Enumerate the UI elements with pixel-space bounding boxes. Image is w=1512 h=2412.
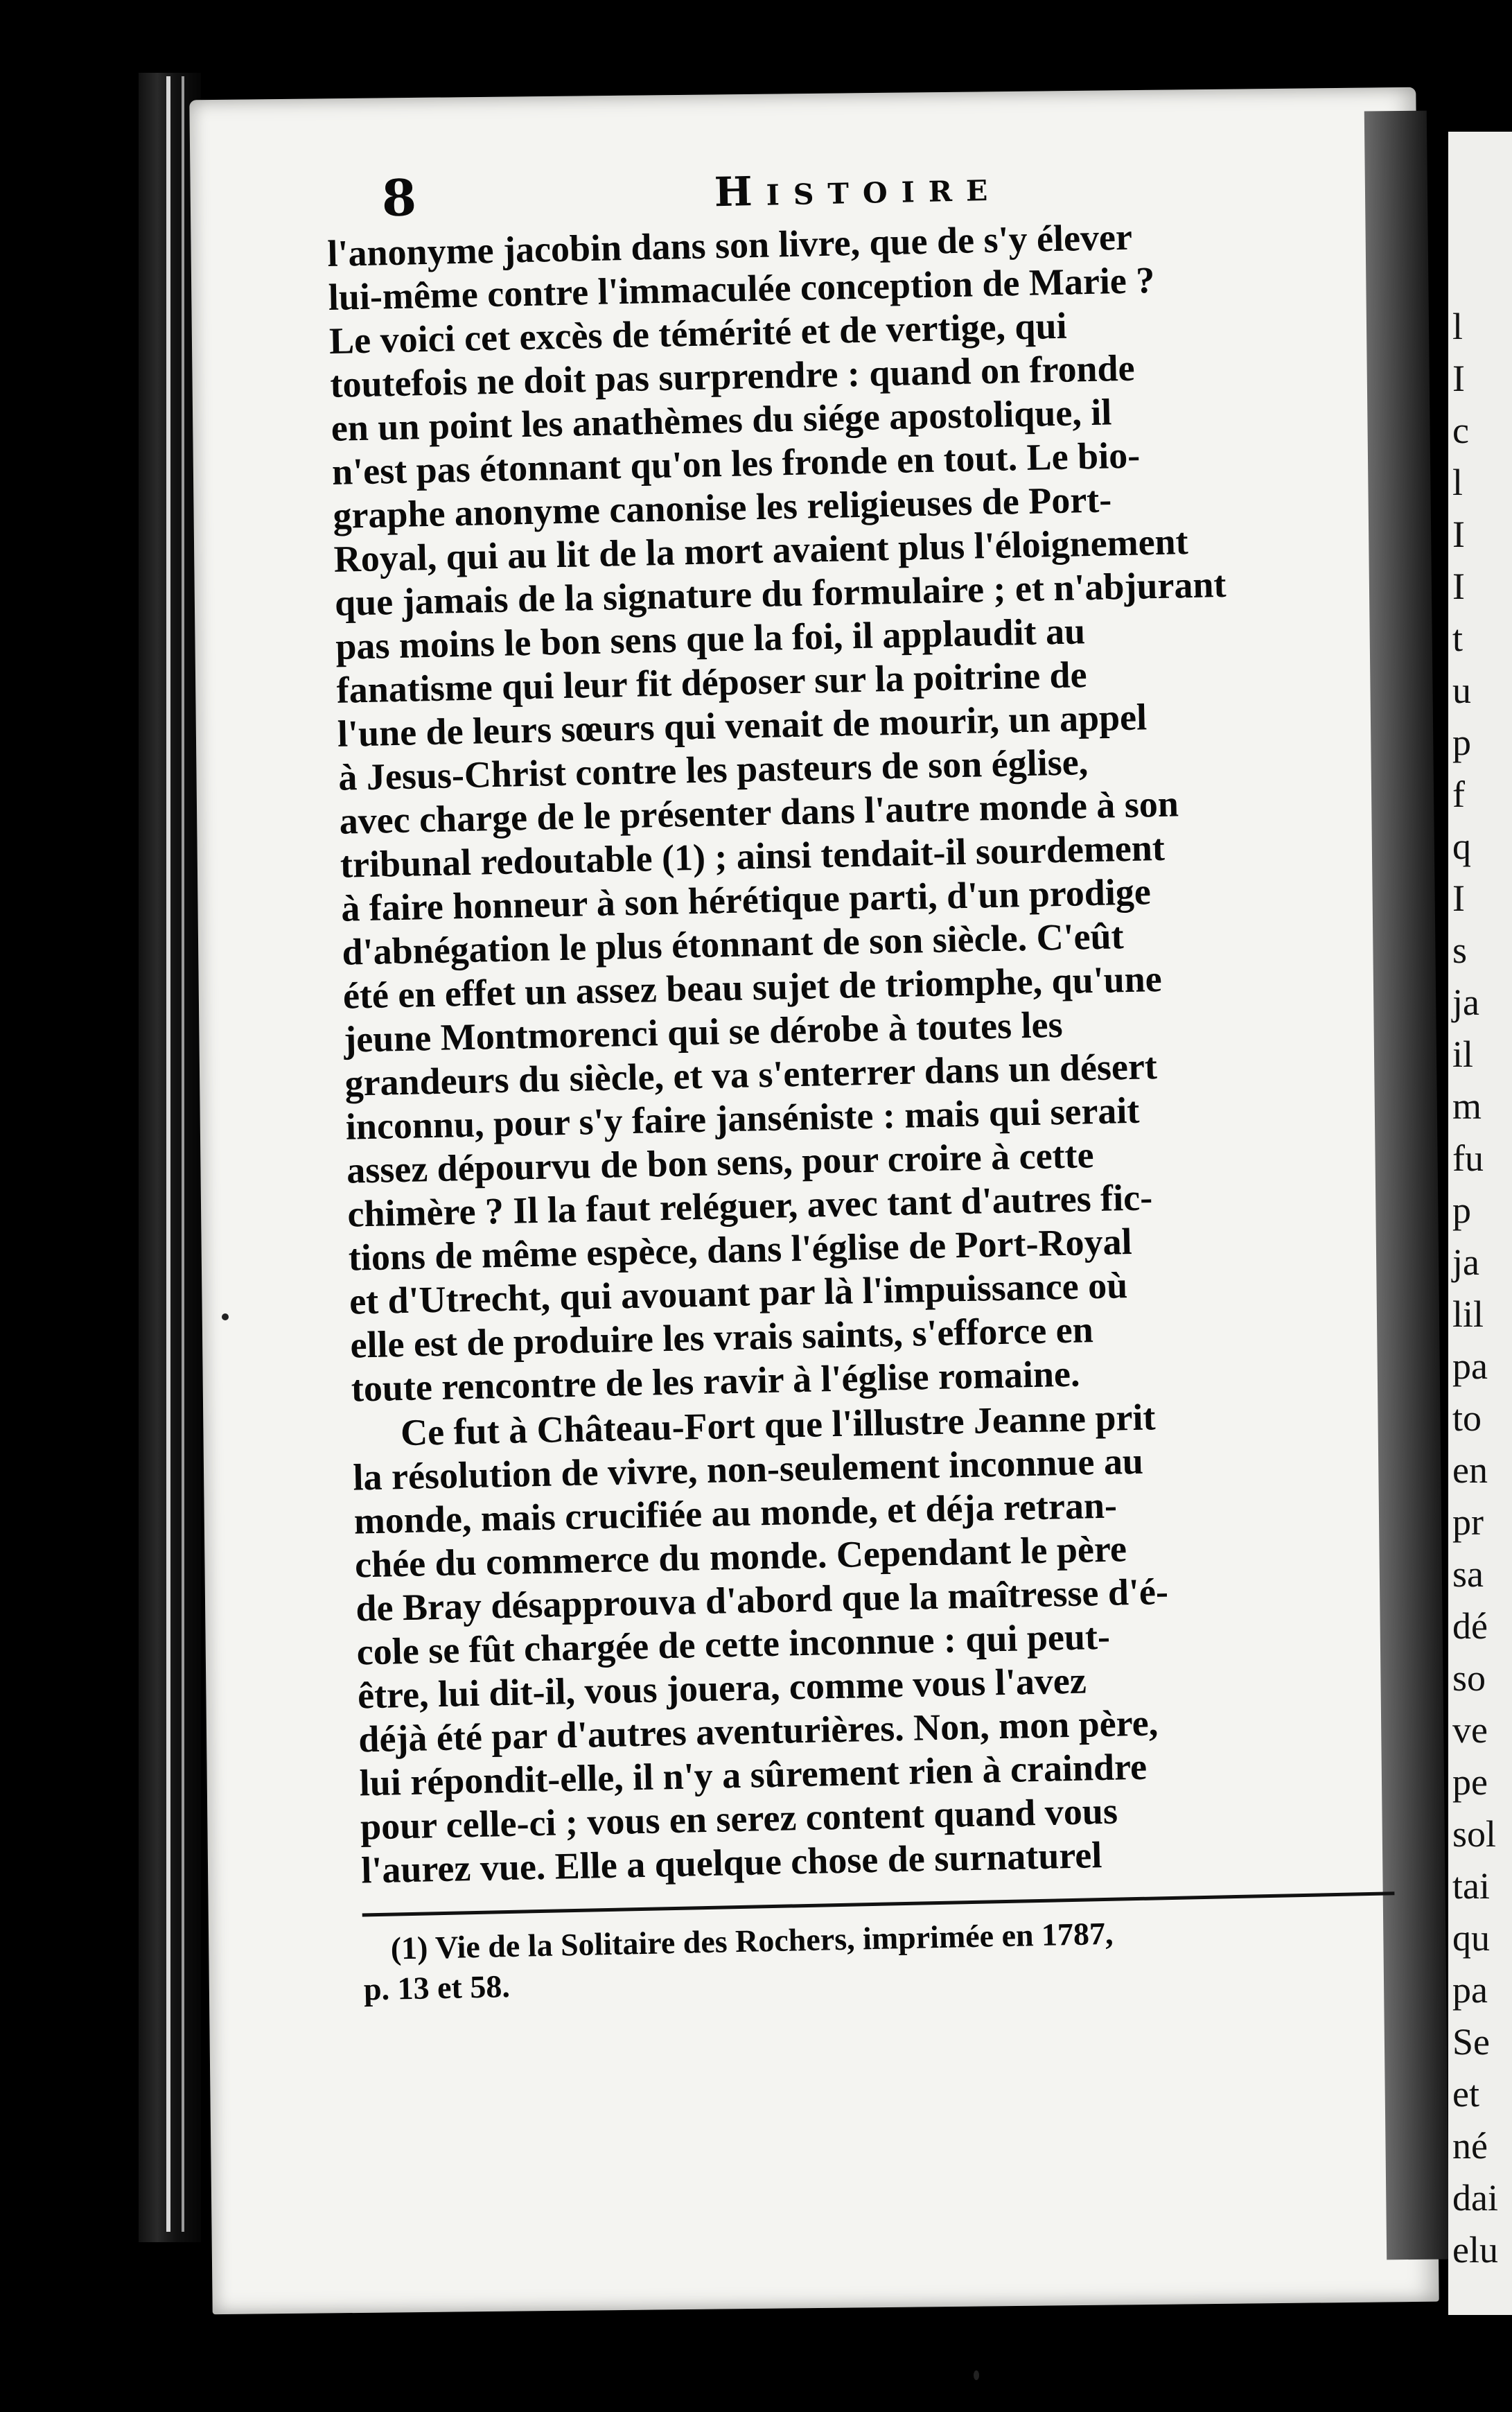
text-line: jeune Montmorenci qui se dérobe à toutes les [343, 1004, 1064, 1060]
facing-page-fragment: dai [1452, 2177, 1498, 2219]
facing-page-fragment: f [1452, 774, 1465, 815]
facing-page-fragment: et [1452, 2073, 1479, 2115]
facing-page-fragment: né [1452, 2125, 1488, 2167]
paragraph-1 [327, 211, 1384, 1411]
facing-page-fragment: elu [1452, 2229, 1498, 2271]
text-line: assez dépourvu de bon sens, pour croire à cette [346, 1134, 1095, 1191]
text-line: en un point les anathèmes du siége apostolique, il [331, 391, 1112, 449]
text-line: fanatisme qui leur fit déposer sur la poitrine de [336, 654, 1088, 711]
facing-page-fragment: en [1452, 1449, 1488, 1491]
text-line: cole se fût chargée de cette inconnue : qui peut- [356, 1615, 1111, 1673]
text-line: n'est pas étonnant qu'on les fronde en tout. Le bio- [331, 434, 1141, 493]
ink-speck [974, 2370, 979, 2380]
text-line: graphe anonyme canonise les religieuses de Port- [332, 478, 1112, 536]
running-title: Histoire [714, 162, 1002, 216]
paragraph-2 [352, 1390, 1394, 1892]
text-line: elle est de produire les vrais saints, s'efforce en [349, 1309, 1094, 1366]
facing-page-fragment: pr [1452, 1501, 1484, 1543]
facing-page-fragment: dé [1452, 1605, 1488, 1647]
facing-page-fragment: tai [1452, 1865, 1490, 1907]
facing-page-fragment: so [1452, 1657, 1486, 1699]
facing-page-fragment: I [1452, 358, 1465, 399]
text-line: été en effet un assez beau sujet de triomphe, qu'une [342, 957, 1163, 1017]
text-line: à Jesus-Christ contre les pasteurs de son église, [337, 741, 1089, 798]
facing-page-fragment: ja [1452, 1241, 1479, 1283]
facing-page-fragment: il [1452, 1033, 1474, 1075]
text-line: toutefois ne doit pas surprendre : quand on fronde [329, 347, 1136, 405]
text-line: pas moins le bon sens que la foi, il applaudit au [335, 610, 1086, 667]
facing-page-fragment: l [1452, 306, 1463, 347]
page-content [326, 148, 1396, 2010]
facing-page-fragment: pa [1452, 1345, 1488, 1387]
text-line: grandeurs du siècle, et va s'enterrer dans un désert [344, 1045, 1158, 1104]
text-line: monde, mais crucifiée au monde, et déja retran- [353, 1484, 1118, 1542]
text-line: d'abnégation le plus étonnant de son siècle. C'eût [342, 915, 1125, 973]
facing-page-fragment: sol [1452, 1813, 1497, 1855]
spine-edge-line [182, 76, 184, 2232]
text-line: chée du commerce du monde. Cependant le père [354, 1528, 1127, 1586]
text-line: l'une de leurs sœurs qui venait de mourir, un appel [337, 696, 1148, 755]
ink-speck [222, 1313, 229, 1320]
facing-page-fragment: t [1452, 618, 1463, 659]
text-line: tribunal redoutable (1) ; ainsi tendait-il sourdement [340, 826, 1166, 886]
text-line: et d'Utrecht, qui avouant par là l'impuissance où [349, 1264, 1128, 1322]
text-line: avec charge de le présenter dans l'autre monde à son [339, 783, 1179, 842]
text-line: Le voici cet excès de témérité et de vertige, qui [328, 304, 1068, 362]
facing-page-fragment: ja [1452, 981, 1479, 1023]
text-line: Royal, qui au lit de la mort avaient plus l'éloignement [333, 521, 1189, 580]
text-line: lui répondit-elle, il n'y a sûrement rien à craindre [359, 1745, 1148, 1804]
text-line: lui-même contre l'immaculée conception de Marie ? [328, 259, 1155, 318]
facing-page-fragment: l [1452, 462, 1463, 503]
facing-page-fragment: s [1452, 929, 1468, 971]
facing-page-fragment: p [1452, 1189, 1471, 1231]
facing-page-edge [1448, 132, 1512, 2315]
text-line: tions de même espèce, dans l'église de Port-Royal [348, 1220, 1133, 1279]
text-line: l'aurez vue. Elle a quelque chose de surnaturel [360, 1834, 1102, 1891]
text-line: Ce fut à Château-Fort que l'illustre Jeanne prit [400, 1396, 1156, 1454]
text-line: l'anonyme jacobin dans son livre, que de s'y élever [326, 216, 1133, 274]
facing-page-fragment: m [1452, 1085, 1482, 1127]
facing-page-fragment: I [1452, 566, 1465, 607]
text-line: être, lui dit-il, vous jouera, comme vous l'avez [357, 1659, 1087, 1717]
footnote-line: p. 13 et 58. [363, 1968, 511, 2007]
facing-page-fragment: to [1452, 1397, 1482, 1439]
text-line: à faire honneur à son hérétique parti, d'un prodige [340, 871, 1152, 929]
text-line: pour celle-ci ; vous en serez content quand vous [360, 1790, 1118, 1848]
body-text [327, 211, 1394, 1893]
facing-page-fragment: pa [1452, 1969, 1488, 2011]
text-line: la résolution de vivre, non-seulement inconnue au [352, 1440, 1144, 1498]
page-number: 8 [380, 168, 417, 228]
facing-page-fragment: c [1452, 410, 1469, 451]
facing-page-fragment: Se [1452, 2021, 1490, 2063]
facing-page-fragment: qu [1452, 1917, 1490, 1959]
text-line: déjà été par d'autres aventurières. Non, mon père, [358, 1702, 1159, 1760]
text-line: chimère ? Il la faut reléguer, avec tant d'autres fic- [346, 1176, 1153, 1235]
footnote-line: (1) Vie de la Solitaire des Rochers, imprimée en 1787, [390, 1915, 1114, 1966]
text-line: que jamais de la signature du formulaire ; et n'abjurant [334, 563, 1227, 624]
facing-page-fragment: ve [1452, 1709, 1488, 1751]
spine-edge-line [166, 76, 170, 2232]
facing-page-fragment: p [1452, 722, 1471, 763]
facing-page-fragment: fu [1452, 1137, 1484, 1179]
facing-page-fragment: I [1452, 877, 1465, 919]
facing-page-fragment: I [1452, 514, 1465, 555]
facing-page-fragment: lil [1452, 1293, 1484, 1335]
facing-page-fragment: u [1452, 670, 1471, 711]
text-line: inconnu, pour s'y faire janséniste : mais qui serait [345, 1089, 1140, 1148]
text-line: de Bray désapprouva d'abord que la maîtresse d'é- [355, 1570, 1169, 1629]
text-line: toute rencontre de les ravir à l'église romaine. [351, 1352, 1081, 1410]
facing-page-fragment: pe [1452, 1761, 1488, 1803]
facing-page-fragment: q [1452, 825, 1471, 867]
facing-page-fragment: sa [1452, 1553, 1484, 1595]
